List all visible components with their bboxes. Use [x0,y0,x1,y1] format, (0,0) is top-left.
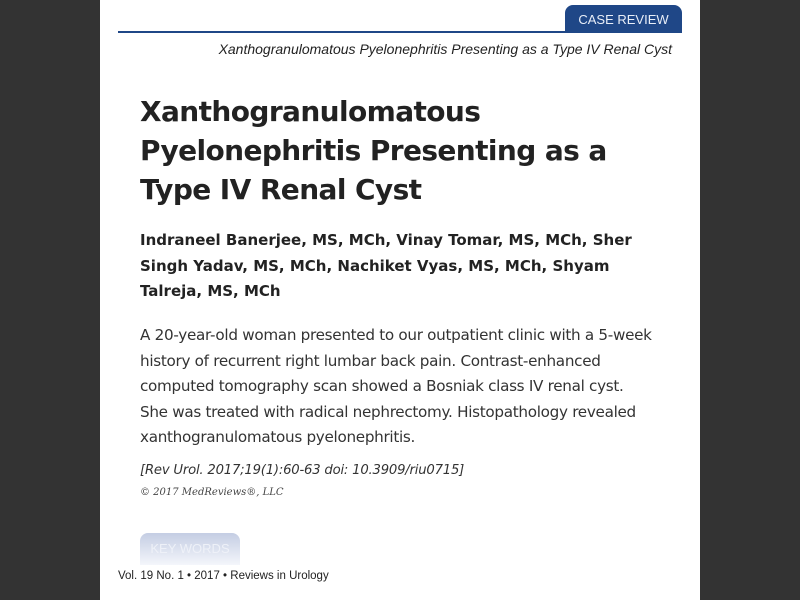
page-footer: Vol. 19 No. 1 • 2017 • Reviews in Urology [118,570,329,582]
document-page [100,0,700,600]
article-abstract: A 20-year-old woman presented to our outpatient clinic with a 5-week history of recurrent right lumbar back pain. Contrast-enhanced computed tomography scan showed a Bosniak class IV renal cyst. She was treated with radical nephrectomy. Histopathology revealed xanthogranulomatous pyelonephritis. [140,326,652,446]
section-tab-case-review: CASE REVIEW [565,5,682,33]
article-authors: Indraneel Banerjee, MS, MCh, Vinay Tomar, MS, MCh, Sher Singh Yadav, MS, MCh, Nachiket Vyas, MS, MCh, Shyam Talreja, MS, MCh [140,231,632,300]
running-title: Xanthogranulomatous Pyelonephritis Presenting as a Type IV Renal Cyst [218,41,672,57]
header-rule [118,31,682,33]
key-words-tab: KEY WORDS [140,533,240,565]
copyright-notice: © 2017 MedReviews®, LLC [140,487,284,498]
article-title: Xanthogranulomatous Pyelonephritis Presenting as a Type IV Renal Cyst [140,95,607,206]
article-citation: [Rev Urol. 2017;19(1):60-63 doi: 10.3909/riu0715] [140,463,465,478]
